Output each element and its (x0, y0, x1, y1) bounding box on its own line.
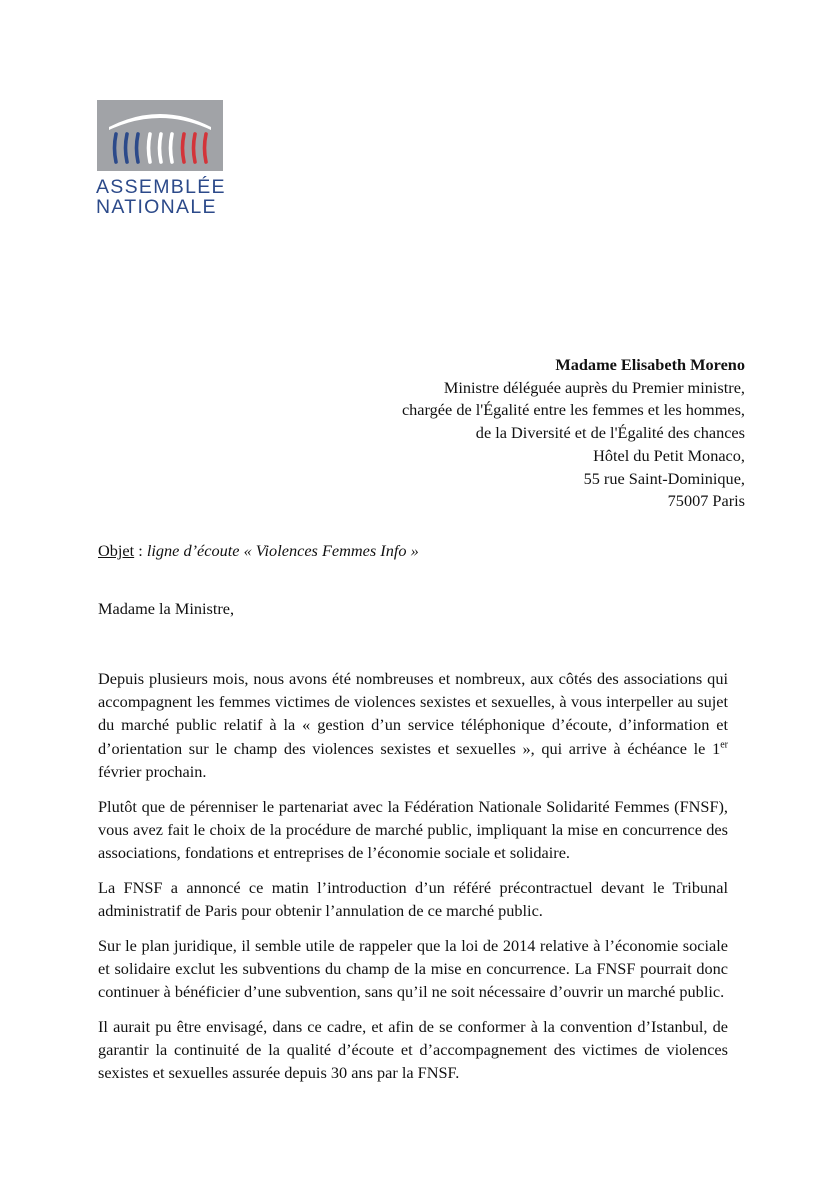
logo-column-1 (115, 134, 117, 162)
addressee-line-2: chargée de l'Égalité entre les femmes et les hommes, (401, 400, 745, 420)
addressee-name: Madame Elisabeth Moreno (555, 355, 745, 374)
paragraph-3: La FNSF a annoncé ce matin l’introduction d’un référé précontractuel devant le Tribunal administratif de Paris pour obtenir l’annulation de ce marché public. (98, 877, 728, 920)
paragraph-1-text: Depuis plusieurs mois, nous avons été nombreuses et nombreux, aux côtés des associations qui accompagnent les femmes victimes de violences sexistes et sexuelles, à vous interpeller au sujet du marché public relatif à la « gestion d’un service téléphonique d’écoute, d’information et d’orientation sur le champ des violences sexistes et sexuelles », qui arrive à échéance le 1 (98, 669, 728, 758)
subject-label: Objet (98, 541, 135, 560)
paragraph-1-tail: février prochain. (98, 761, 207, 781)
logo-text-line-2: NATIONALE (96, 196, 217, 218)
addressee-line-1: Ministre déléguée auprès du Premier ministre, (443, 377, 745, 397)
subject-separator: : (134, 541, 147, 560)
addressee-line-4: Hôtel du Petit Monaco, (593, 445, 745, 465)
logo-column-3 (137, 134, 139, 162)
paragraph-2: Plutôt que de pérenniser le partenariat avec la Fédération Nationale Solidarité Femmes (FNSF), vous avez fait le choix de la procédure de marché public, impliquant la mise en concurrence des associations, fondations et entreprises de l’économie sociale et solidaire. (98, 796, 728, 862)
logo-column-6 (171, 134, 173, 162)
subject-text: ligne d’écoute « Violences Femmes Info » (146, 541, 419, 560)
logo-column-5 (160, 134, 162, 162)
addressee-line-5: 55 rue Saint-Dominique, (583, 468, 745, 488)
salutation: Madame la Ministre, (98, 599, 235, 618)
subject-line (98, 540, 419, 562)
addressee-block (402, 354, 745, 513)
paragraph-1 (98, 667, 728, 783)
paragraph-5: Il aurait pu être envisagé, dans ce cadre, et afin de se conformer à la convention d’Istanbul, de garantir la continuité de la qualité d’écoute et d’accompagnement des victimes de violences sexistes et sexuelles assurée depuis 30 ans par la FNSF. (98, 1016, 728, 1083)
paragraph-4: Sur le plan juridique, il semble utile de rappeler que la loi de 2014 relative à l’économie sociale et solidaire exclut les subventions du champ de la mise en concurrence. La FNSF pourrait donc continuer à bénéficier d’une subvention, sans qu’il ne soit nécessaire d’ouvrir un marché public. (98, 935, 728, 1001)
logo-column-9 (205, 134, 207, 162)
addressee-line-3: de la Diversité et de l'Égalité des chances (475, 423, 745, 443)
assemblee-nationale-logo (96, 100, 226, 217)
logo-column-4 (149, 134, 151, 162)
logo-column-2 (126, 134, 128, 162)
logo-column-7 (183, 134, 185, 162)
ordinal-suffix: er (720, 739, 728, 751)
hemicycle-icon (97, 100, 223, 171)
addressee-line-6: 75007 Paris (667, 491, 745, 511)
logo-column-8 (194, 134, 196, 162)
letter-body (98, 667, 728, 1096)
logo-text-line-1: ASSEMBLÉE (96, 176, 226, 198)
